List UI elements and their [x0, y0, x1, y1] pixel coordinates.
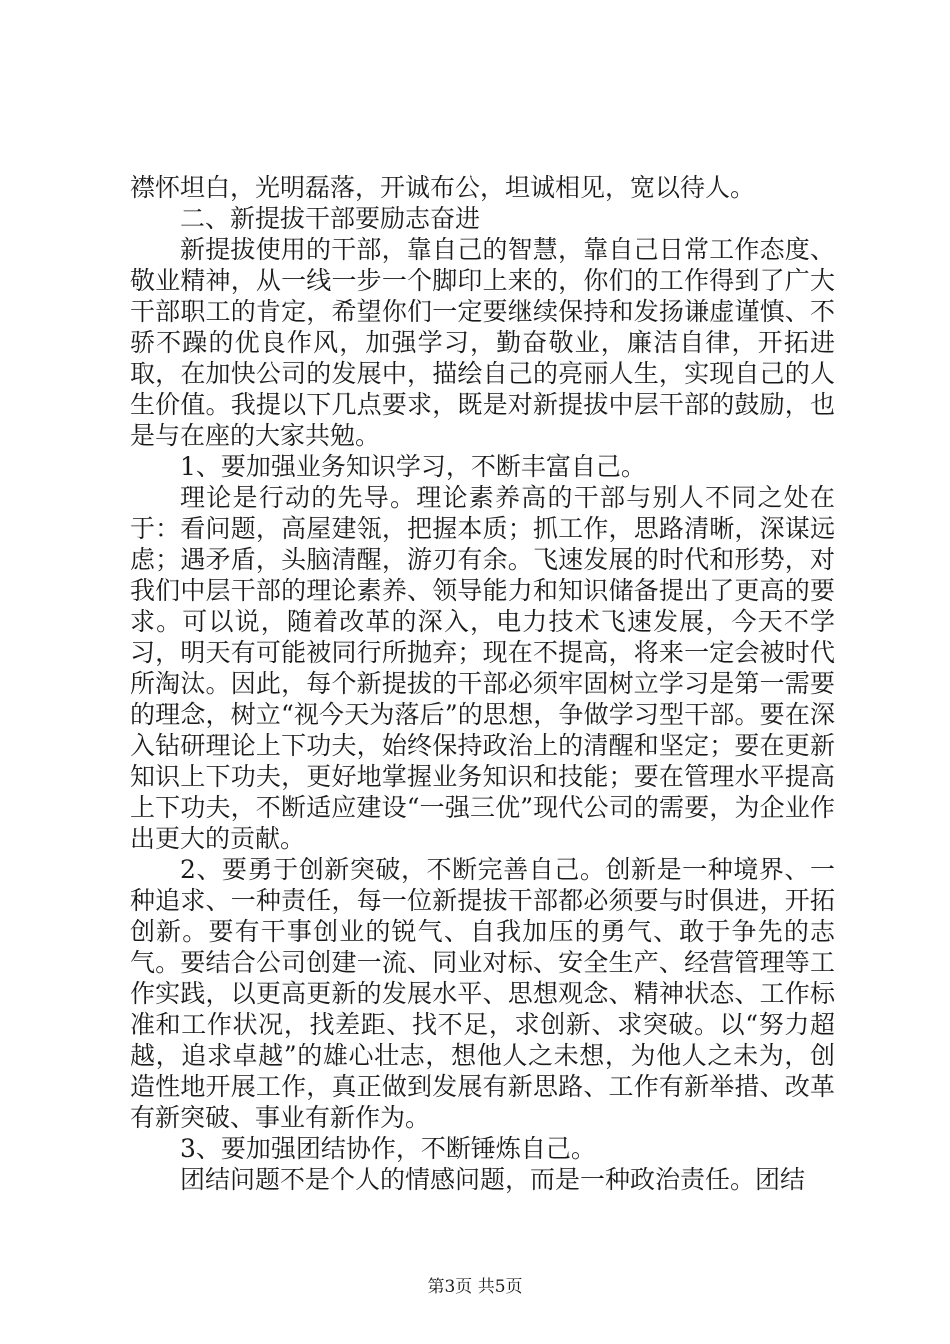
- document-body: [130, 172, 835, 1195]
- paragraph-5: 理论是行动的先导。理论素养高的干部与别人不同之处在于：看问题，高屋建瓴，把握本质；抓工作，思路清晰，深谋远虑；遇矛盾，头脑清醒，游刃有余。飞速发展的时代和形势，对我们中层干部的理论素养、领导能力和知识储备提出了更高的要求。可以说，随着改革的深入，电力技术飞速发展，今天不学习，明天有可能被同行所抛弃；现在不提高，将来一定会被时代所淘汰。因此，每个新提拔的干部必须牢固树立学习是第一需要的理念，树立“视今天为落后”的思想，争做学习型干部。要在深入钻研理论上下功夫，始终保持政治上的清醒和坚定；要在更新知识上下功夫，更好地掌握业务知识和技能；要在管理水平提高上下功夫，不断适应建设“一强三优”现代公司的需要，为企业作出更大的贡献。: [130, 483, 835, 853]
- paragraph-6: 2、要勇于创新突破，不断完善自己。创新是一种境界、一种追求、一种责任，每一位新提拔干部都必须要与时俱进，开拓创新。要有干事创业的锐气、自我加压的勇气、敢于争先的志气。要结合公司创建一流、同业对标、安全生产、经营管理等工作实践，以更高更新的发展水平、思想观念、精神状态、工作标准和工作状况，找差距、找不足，求创新、求突破。以“努力超越，追求卓越”的雄心壮志，想他人之未想，为他人之未为，创造性地开展工作，真正做到发展有新思路、工作有新举措、改革有新突破、事业有新作为。: [130, 855, 835, 1132]
- subheading-1: 1、要加强业务知识学习，不断丰富自己。: [180, 452, 646, 481]
- paragraph-1: 襟怀坦白，光明磊落，开诚布公，坦诚相见，宽以待人。: [130, 173, 756, 202]
- page-footer: 第3页 共5页: [427, 1277, 523, 1297]
- paragraph-3: 新提拔使用的干部，靠自己的智慧，靠自己日常工作态度、敬业精神，从一线一步一个脚印上来的，你们的工作得到了广大干部职工的肯定，希望你们一定要继续保持和发扬谦虚谨慎、不骄不躁的优良作风，加强学习，勤奋敬业，廉洁自律，开拓进取，在加快公司的发展中，描绘自己的亮丽人生，实现自己的人生价值。我提以下几点要求，既是对新提拔中层干部的鼓励，也是与在座的大家共勉。: [130, 235, 835, 450]
- section-heading-2: 二、新提拔干部要励志奋进: [180, 204, 481, 233]
- subheading-3: 3、要加强团结协作，不断锤炼自己。: [180, 1134, 596, 1163]
- paragraph-8: 团结问题不是个人的情感问题，而是一种政治责任。团结: [180, 1165, 806, 1194]
